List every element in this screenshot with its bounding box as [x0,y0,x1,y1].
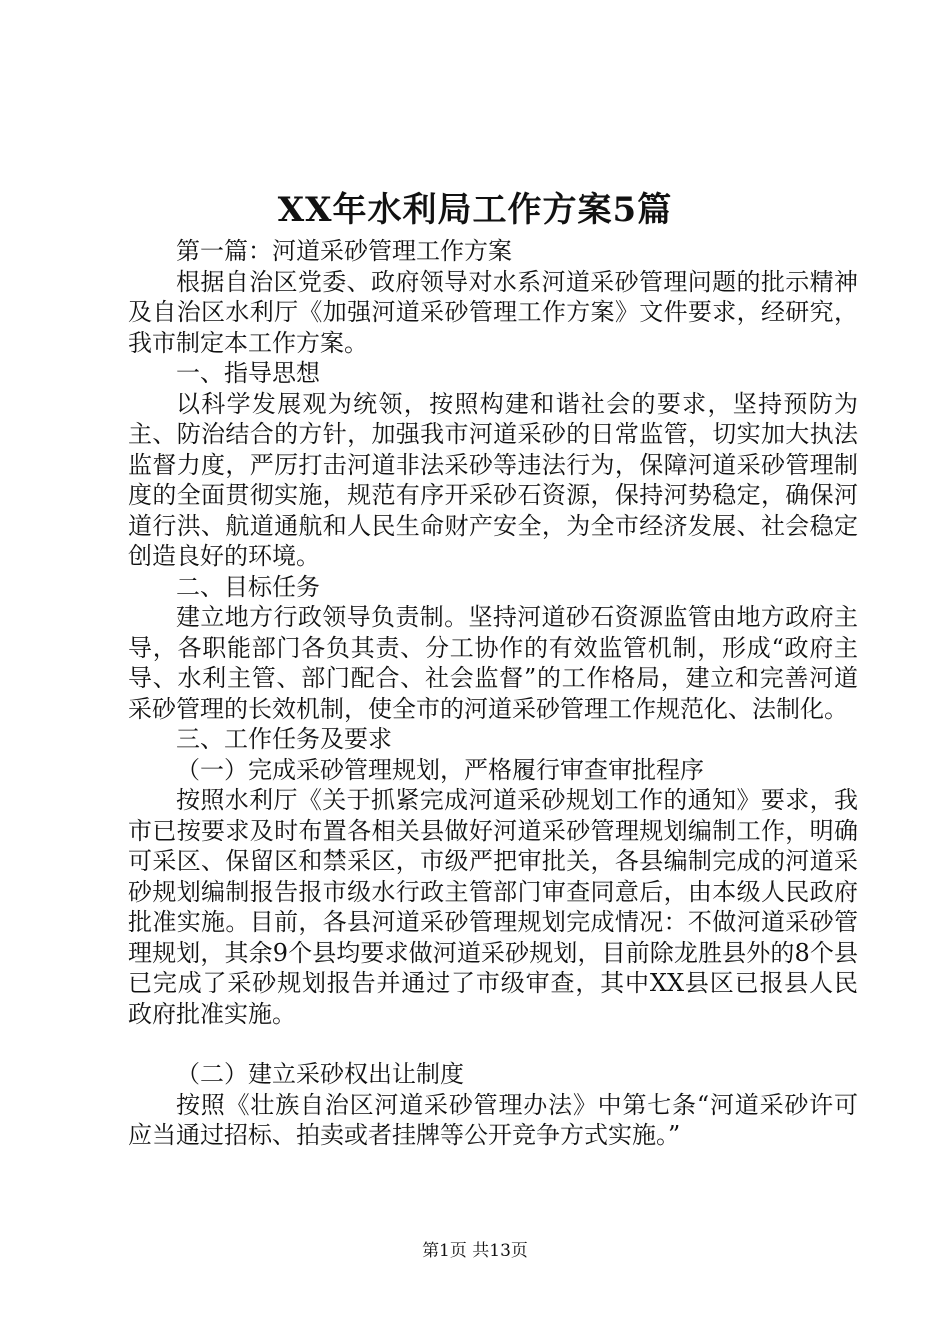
intro-paragraph: 根据自治区党委、政府领导对水系河道采砂管理问题的批示精神及自治区水利厅《加强河道采砂管理工作方案》文件要求，经研究，我市制定本工作方案。 [128,267,858,357]
subheading-planning: （一）完成采砂管理规划，严格履行审查审批程序 [176,755,704,784]
heading-work-tasks-requirements: 三、工作任务及要求 [176,725,392,753]
heading-guiding-ideology: 一、指导思想 [176,359,320,387]
page-number-footer: 第1页 共13页 [422,1241,528,1261]
heading-goals-tasks: 二、目标任务 [176,572,320,601]
goals-tasks-paragraph: 建立地方行政领导负责制。坚持河道砂石资源监管由地方政府主导，各职能部门各负其责、分工协作的有效监管机制，形成“政府主导、水利主管、部门配合、社会监督”的工作格局，建立和完善河道采砂管理的长效机制，使全市的河道采砂管理工作规范化、法制化。 [128,603,858,723]
subheading-transfer-system: （二）建立采砂权出让制度 [176,1060,464,1088]
transfer-system-paragraph: 按照《壮族自治区河道采砂管理办法》中第七条“河道采砂许可应当通过招标、拍卖或者挂牌等公开竞争方式实施。” [128,1090,858,1149]
guiding-ideology-paragraph: 以科学发展观为统领，按照构建和谐社会的要求，坚持预防为主、防治结合的方针，加强我市河道采砂的日常监管，切实加大执法监督力度，严厉打击河道非法采砂等违法行为，保障河道采砂管理制度的全面贯彻实施，规范有序开采砂石资源，保持河势稳定，确保河道行洪、航道通航和人民生命财产安全，为全市经济发展、社会稳定创造良好的环境。 [128,389,858,570]
document-title: XX年水利局工作方案5篇 [277,190,673,230]
section-heading-part-one: 第一篇：河道采砂管理工作方案 [176,237,512,265]
planning-paragraph: 按照水利厅《关于抓紧完成河道采砂规划工作的通知》要求，我市已按要求及时布置各相关县做好河道采砂管理规划编制工作，明确可采区、保留区和禁采区，市级严把审批关，各县编制完成的河道采砂规划编制报告报市级水行政主管部门审查同意后，由本级人民政府批准实施。目前，各县河道采砂管理规划完成情况：不做河道采砂管理规划，其余9个县均要求做河道采砂规划，目前除龙胜县外的8个县已完成了采砂规划报告并通过了市级审查，其中XX县区已报县人民政府批准实施。 [128,786,858,1028]
document-body [128,236,858,1151]
